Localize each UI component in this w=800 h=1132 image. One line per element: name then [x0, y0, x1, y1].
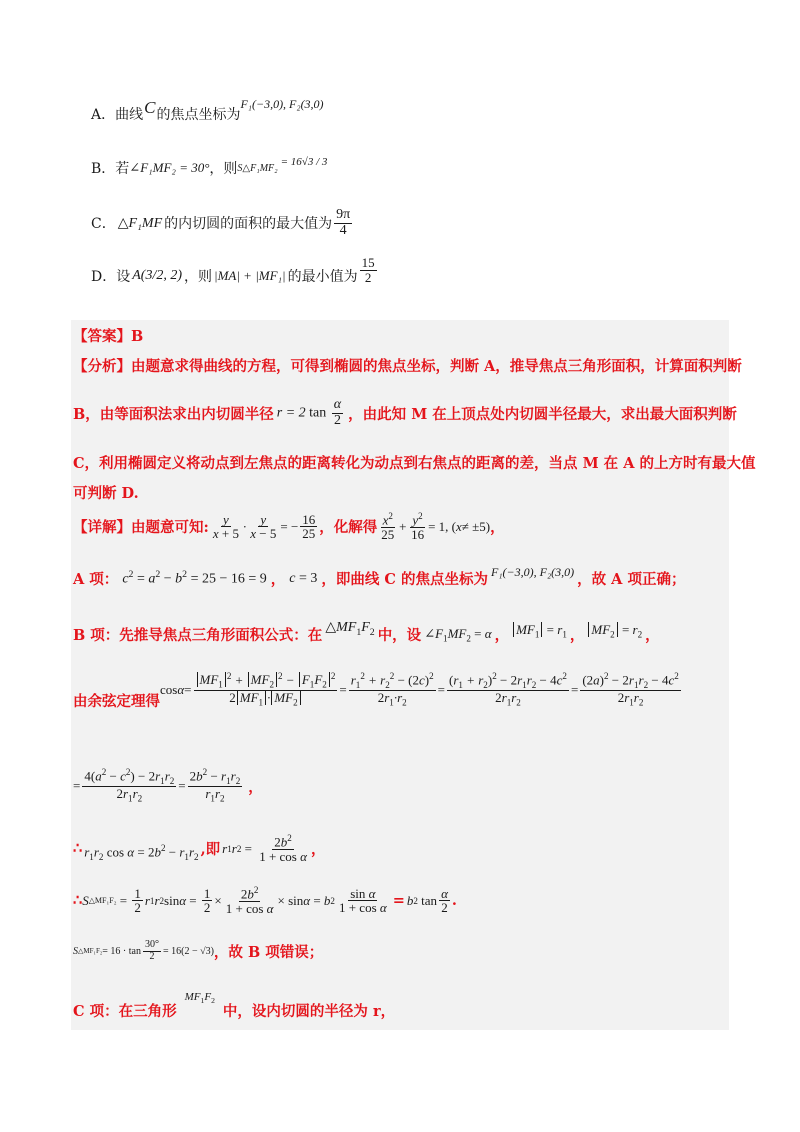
option-c — [91, 208, 354, 238]
option-d-expr: |MA| + |MF₁| — [214, 268, 286, 284]
option-b-area: S△F₁MF₂ — [237, 162, 278, 174]
c-item-line — [73, 991, 396, 1021]
area-tan-formula: b 2 tan $\frac{\alpha}{2}$ — [406, 885, 448, 916]
option-d-text1: 设 — [116, 269, 131, 286]
detail-b: ，化解得 — [319, 519, 378, 537]
therefore-symbol-2: ∴ — [73, 892, 83, 910]
b-item-c: ， — [494, 627, 510, 644]
analysis-2b: ，由此知 M 在上顶点处内切圆半径最大，求出最大面积判断 — [348, 405, 737, 423]
analysis-line-2 — [73, 398, 737, 428]
option-c-triangle: △F₁MF — [117, 215, 163, 231]
detail-c: ， — [490, 519, 505, 537]
a-item-foci: F₁(−3,0), F₂(3,0) — [491, 565, 575, 579]
a-item-b: ， — [270, 571, 286, 588]
answer-line: 【答案】B — [73, 328, 144, 345]
a-item-a: A 项： — [73, 571, 119, 588]
area-formula: S △MF₁F₂ = $\frac{1}{2}$ r 1 r 2 sin α = $\frac{1}{2}$ × $\frac{2b^2}{\text{1 + cos α}}$ × sin α = b 2 $\frac{\text{sin α}}{\text{1 + cos α}}$ — [82, 885, 387, 916]
b-item-a: B 项：先推导焦点三角形面积公式：在 — [73, 627, 323, 644]
option-d-label: D． — [91, 269, 117, 286]
b-item-d: ， — [569, 627, 585, 644]
b-item-end: ， — [645, 627, 660, 644]
option-c-label: C． — [91, 216, 116, 233]
analysis-line-1: 【分析】由题意求得曲线的方程，可得到椭圆的焦点坐标，判断 A，推导焦点三角形面积，计算面积判断 — [73, 358, 742, 375]
option-a — [91, 96, 324, 124]
ellipse-equation: $\frac{x^2}{25}$ + $\frac{y^2}{16}$ = 1, ( x ≠ ±5) — [381, 511, 491, 542]
b-wrong-text: ，故 B 项错误； — [213, 943, 324, 961]
option-a-label: A． — [91, 107, 116, 123]
option-d-text3: 的最小值为 — [287, 269, 358, 286]
cosine-continued-formula: = $\frac{4(a^2 - c^2) - 2r_1r_2}{2r_1r_2}$ = $\frac{2b^2 - r_1r_2}{r_1r_2}$ — [73, 767, 241, 805]
b-item-triangle: $\triangle MF_1F_2$ — [325, 620, 375, 638]
c-item-b: 中，设内切圆的半径为 r， — [222, 1003, 396, 1020]
therefore-symbol-1: ∴ — [73, 840, 83, 858]
cosine-continued-line — [73, 768, 263, 805]
slope-product-eq: $\frac{y}{x + 5}$ · $\frac{y}{x - 5}$ = − $\frac{16}{25}$ — [212, 511, 316, 542]
b-item-r2: $MF_2 = r_2$ — [587, 622, 642, 640]
cosine-law-formula: cos α = $\frac{MF_1^2 + MF_2^2 - F_1F_2^2}{2 MF_1 \cdot MF_2}$ = $\frac{r_1^2 + r_2^2 - (2c)^2}{2r_1\cdot r_2}$ = $\frac{(r_1 + r_2)^2 - 2r_1r_2 - 4c^2}{2r_1r_2}$ = $\frac{(2a)^2 - 2r_1r_2 - 4c^2}{2r_1r_2}$ — [160, 671, 679, 709]
a-item-line — [73, 565, 686, 589]
option-b — [91, 158, 327, 178]
option-b-value: = 16√3 / 3 — [280, 156, 328, 168]
ji-label: ,即 — [200, 841, 221, 859]
option-c-fraction — [334, 208, 352, 238]
option-d-text2: ，则 — [184, 269, 212, 286]
red-equals: = — [392, 892, 405, 910]
analysis-line-3: C，利用椭圆定义将动点到左焦点的距离转化为动点到右焦点的距离的差，当点 M 在 A 的上方时有最大值 — [73, 455, 756, 472]
product-formula: r 1 r 2 = $\frac{2b^2}{\text{1 + cos α}}$ — [222, 833, 307, 864]
option-d-point: A(3/2, 2) — [132, 268, 182, 284]
option-b-text1: 若 — [115, 161, 130, 177]
option-d-den: 2 — [364, 269, 372, 285]
option-d-fraction — [360, 256, 377, 284]
option-b-text2: ，则 — [209, 161, 238, 177]
option-c-text1: 的内切圆的面积的最大值为 — [164, 216, 333, 233]
option-b-label: B． — [91, 161, 116, 177]
therefore-line-2 — [73, 886, 457, 916]
detail-line — [73, 512, 505, 542]
therefore-line-1 — [73, 834, 325, 864]
option-a-text1: 曲线 — [115, 107, 144, 123]
product-comma: ， — [310, 841, 326, 859]
analysis-line-4: 可判断 D. — [73, 485, 139, 502]
a-item-c: ，即曲线 C 的焦点坐标为 — [321, 571, 489, 588]
b-item-angle: $\angle F_1MF_2 = \alpha$ — [424, 625, 492, 644]
option-b-angle: ∠F₁MF₂ = 30° — [129, 160, 210, 175]
b-result-line — [73, 940, 323, 962]
option-c-num: 9π — [336, 207, 351, 222]
c-squared-eq: $c^2 = a^2 - b^2 = 25 - 16 = 9$ — [122, 569, 267, 587]
b-item-b: 中，设 — [377, 627, 422, 644]
c-item-triangle: $MF_1F_2$ — [184, 991, 215, 1006]
a-item-d: ，故 A 项正确； — [577, 571, 686, 588]
option-d-num: 15 — [361, 255, 375, 270]
area-dot: . — [451, 892, 457, 910]
option-a-text2: 的焦点坐标为 — [156, 107, 241, 123]
inradius-formula: r = 2 tan $\frac{\alpha}{2}$ — [276, 397, 342, 428]
b-item-line — [73, 620, 660, 645]
cosine-comma: ， — [248, 778, 263, 796]
c-item-a: C 项：在三角形 — [73, 1003, 177, 1020]
b-item-r1: $MF_1 = r_1$ — [512, 622, 567, 640]
b-area-value: S △MF₁F₂ = 16 · tan $\frac{30^\circ}{2}$ = 16(2 − √3) — [73, 939, 214, 962]
cosine-label: 由余弦定理得 — [73, 692, 160, 710]
option-c-den: 4 — [339, 222, 347, 238]
product-relation: $r_1r_2$ $\cos \alpha = 2b^2 - r_1r_2$ — [84, 843, 199, 863]
c-eq: c = 3 — [289, 570, 318, 586]
option-a-math: F₁(−3,0), F₂(3,0) — [240, 96, 324, 111]
detail-a: 【详解】由题意可知: — [73, 519, 209, 537]
option-d — [91, 255, 379, 290]
cosine-law-line — [73, 672, 683, 709]
analysis-2a: B，由等面积法求出内切圆半径 — [73, 405, 274, 423]
curve-c-symbol: C — [144, 98, 156, 117]
